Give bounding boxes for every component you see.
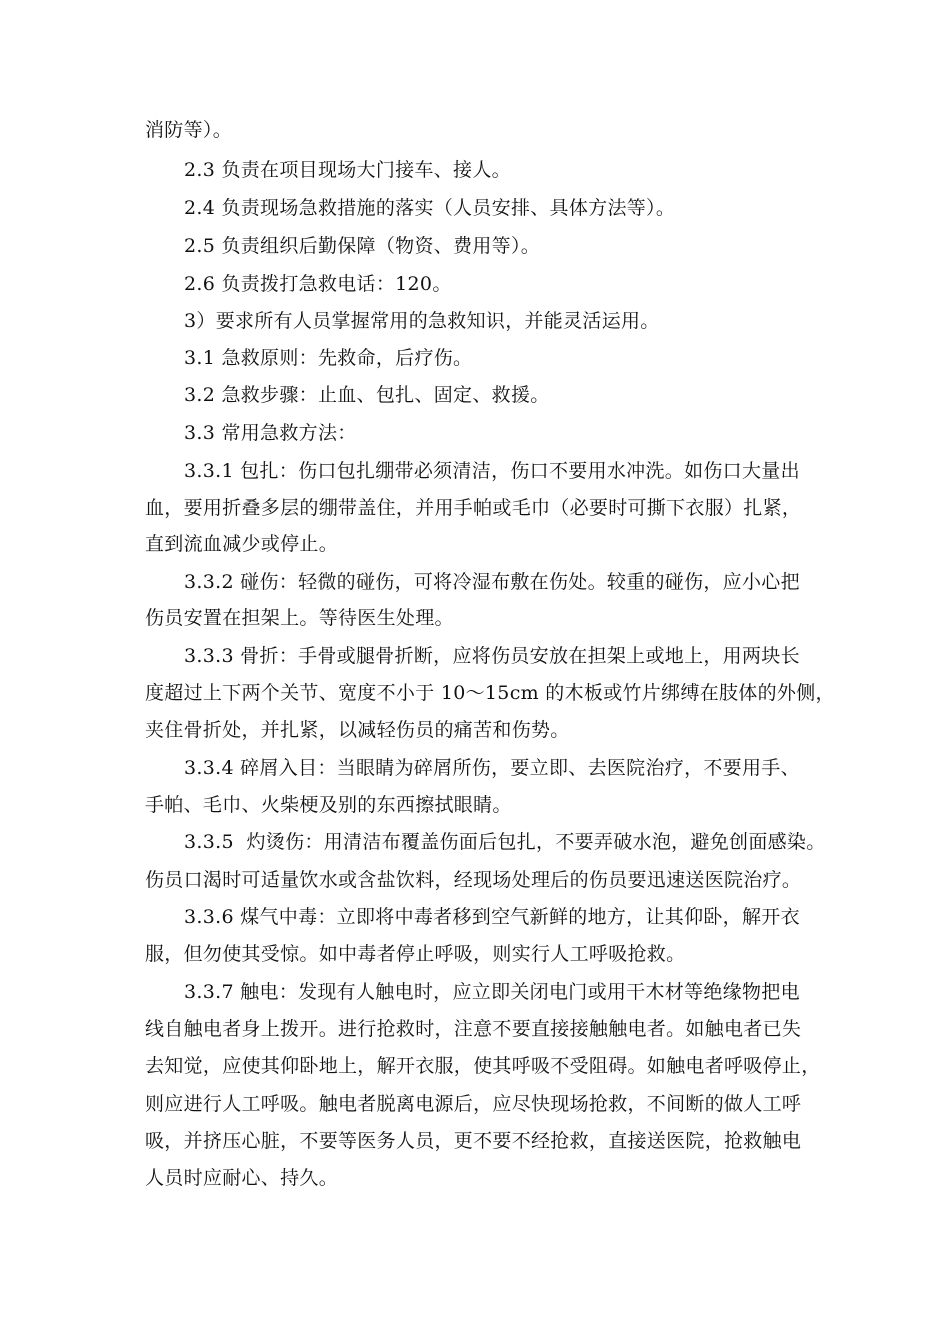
text-line: 2.5 负责组织后勤保障（物资、费用等）。 xyxy=(184,235,541,257)
text-line: 3.3.7 触电：发现有人触电时，应立即关闭电门或用干木材等绝缘物把电 xyxy=(184,981,800,1003)
text-line: 3.1 急救原则：先救命，后疗伤。 xyxy=(184,347,473,369)
text-line: 3.3 常用急救方法： xyxy=(184,422,357,444)
text-line: 消防等）。 xyxy=(145,119,233,141)
text-line: 3.2 急救步骤：止血、包扎、固定、救援。 xyxy=(184,384,550,406)
text-line: 2.4 负责现场急救措施的落实（人员安排、具体方法等）。 xyxy=(184,197,676,219)
text-line: 直到流血减少或停止。 xyxy=(145,533,339,555)
text-line: 血，要用折叠多层的绷带盖住，并用手帕或毛巾（必要时可撕下衣服）扎紧， xyxy=(145,497,802,519)
text-line: 线自触电者身上拨开。进行抢救时，注意不要直接接触触电者。如触电者已失 xyxy=(145,1018,802,1040)
text-line: 3）要求所有人员掌握常用的急救知识，并能灵活运用。 xyxy=(184,310,660,332)
text-line: 去知觉，应使其仰卧地上，解开衣服，使其呼吸不受阻碍。如触电者呼吸停止， xyxy=(145,1055,821,1077)
text-line: 吸，并挤压心脏，不要等医务人员，更不要不经抢救，直接送医院，抢救触电 xyxy=(145,1130,802,1152)
text-line: 手帕、毛巾、火柴梗及别的东西擦拭眼睛。 xyxy=(145,794,512,816)
text-line: 3.3.4 碎屑入目：当眼睛为碎屑所伤，要立即、去医院治疗，不要用手、 xyxy=(184,757,800,779)
text-line: 3.3.2 碰伤：轻微的碰伤，可将冷湿布敷在伤处。较重的碰伤，应小心把 xyxy=(184,571,800,593)
text-line: 人员时应耐心、持久。 xyxy=(145,1167,339,1189)
text-line: 则应进行人工呼吸。触电者脱离电源后，应尽快现场抢救，不间断的做人工呼 xyxy=(145,1093,802,1115)
text-line: 3.3.1 包扎：伤口包扎绷带必须清洁，伤口不要用水冲洗。如伤口大量出 xyxy=(184,460,800,482)
text-line: 伤员口渴时可适量饮水或含盐饮料，经现场处理后的伤员要迅速送医院治疗。 xyxy=(145,869,802,891)
text-line: 服，但勿使其受惊。如中毒者停止呼吸，则实行人工呼吸抢救。 xyxy=(145,943,686,965)
text-line: 3.3.5 灼烫伤：用清洁布覆盖伤面后包扎，不要弄破水泡，避免创面感染。 xyxy=(184,831,826,853)
text-line: 2.3 负责在项目现场大门接车、接人。 xyxy=(184,159,511,181)
text-line: 3.3.3 骨折：手骨或腿骨折断，应将伤员安放在担架上或地上，用两块长 xyxy=(184,645,800,667)
text-line: 3.3.6 煤气中毒：立即将中毒者移到空气新鲜的地方，让其仰卧，解开衣 xyxy=(184,906,800,928)
text-line: 2.6 负责拨打急救电话：120。 xyxy=(184,273,452,295)
text-line: 伤员安置在担架上。等待医生处理。 xyxy=(145,607,454,629)
text-line: 夹住骨折处，并扎紧，以减轻伤员的痛苦和伤势。 xyxy=(145,719,570,741)
text-line: 度超过上下两个关节、宽度不小于 10～15cm 的木板或竹片绑缚在肢体的外侧， xyxy=(145,682,835,704)
